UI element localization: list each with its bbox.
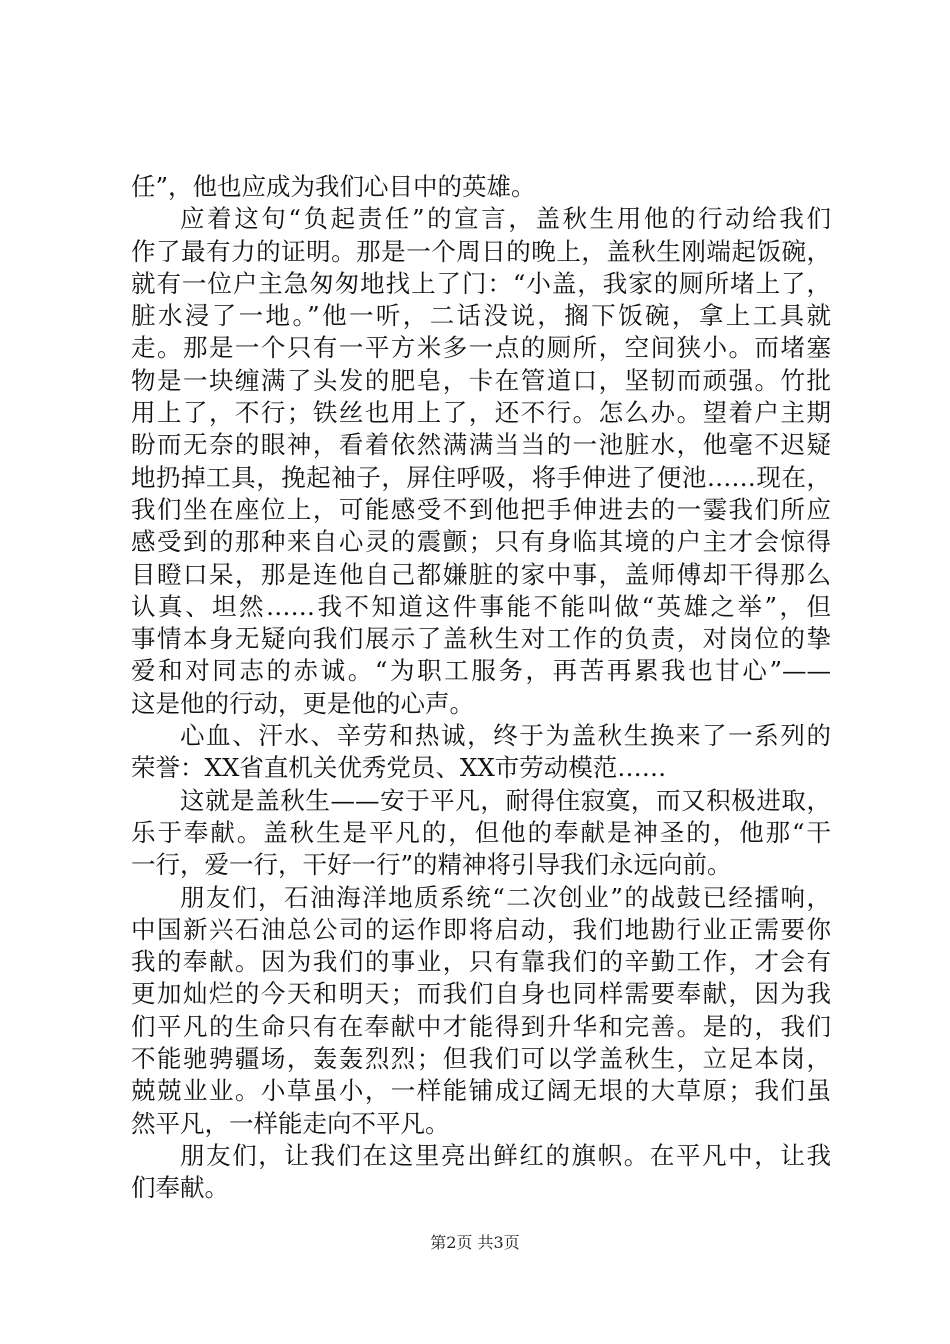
text-line: 我们坐在座位上，可能感受不到他把手伸进去的一霎我们所应 xyxy=(131,494,831,524)
text-line: 用上了，不行；铁丝也用上了，还不行。怎么办。望着户主期 xyxy=(131,398,831,428)
text-line: 兢兢业业。小草虽小，一样能铺成辽阔无垠的大草原；我们虽 xyxy=(131,1076,831,1106)
text-line: 任”，他也应成为我们心目中的英雄。 xyxy=(131,172,536,201)
text-line: 目瞪口呆，那是连他自己都嫌脏的家中事，盖师傅却干得那么 xyxy=(131,559,831,589)
text-line: 事情本身无疑向我们展示了盖秋生对工作的负责，对岗位的挚 xyxy=(131,624,831,654)
text-line: 物是一块缠满了头发的肥皂，卡在管道口，坚韧而顽强。竹批 xyxy=(131,365,831,395)
text-line: 们平凡的生命只有在奉献中才能得到升华和完善。是的，我们 xyxy=(131,1011,831,1041)
paragraph-first-line: 朋友们，石油海洋地质系统“二次创业”的战鼓已经擂响， xyxy=(180,882,831,912)
text-line: 盼而无奈的眼神，看着依然满满当当的一池脏水，他毫不迟疑 xyxy=(131,430,831,460)
text-line: 就有一位户主急匆匆地找上了门：“小盖，我家的厕所堵上了， xyxy=(131,268,831,298)
text-line: 们奉献。 xyxy=(131,1173,229,1203)
text-line: 爱和对同志的赤诚。“为职工服务，再苦再累我也甘心”—— xyxy=(131,656,831,686)
paragraph-first-line: 这就是盖秋生——安于平凡，耐得住寂寞，而又积极进取， xyxy=(180,785,831,815)
text-line: 中国新兴石油总公司的运作即将启动，我们地勘行业正需要你 xyxy=(131,914,831,944)
text-line: 地扔掉工具，挽起袖子，屏住呼吸，将手伸进了便池……现在， xyxy=(131,462,831,492)
text-line: 乐于奉献。盖秋生是平凡的，但他的奉献是神圣的，他那“干 xyxy=(131,817,831,847)
text-line: 走。那是一个只有一平方米多一点的厕所，空间狭小。而堵塞 xyxy=(131,333,831,363)
text-line: 这是他的行动，更是他的心声。 xyxy=(131,688,474,718)
text-line: 作了最有力的证明。那是一个周日的晚上，盖秋生刚端起饭碗， xyxy=(131,236,831,266)
text-line: 然平凡，一样能走向不平凡。 xyxy=(131,1108,450,1138)
document-body xyxy=(131,171,831,1205)
text-line: 我的奉献。因为我们的事业，只有靠我们的辛勤工作，才会有 xyxy=(131,947,831,977)
paragraph-first-line: 朋友们，让我们在这里亮出鲜红的旗帜。在平凡中，让我 xyxy=(180,1140,831,1170)
text-line: 感受到的那种来自心灵的震颤；只有身临其境的户主才会惊得 xyxy=(131,527,831,557)
page-number-footer: 第2页 共3页 xyxy=(430,1233,520,1252)
text-line: 不能驰骋疆场，轰轰烈烈；但我们可以学盖秋生，立足本岗， xyxy=(131,1044,831,1074)
text-line: 一行，爱一行，干好一行”的精神将引导我们永远向前。 xyxy=(131,850,732,880)
text-line: 荣誉：XX省直机关优秀党员、XX市劳动模范…… xyxy=(131,753,667,783)
text-line: 认真、坦然……我不知道这件事能不能叫做“英雄之举”，但 xyxy=(131,591,831,621)
paragraph-first-line: 应着这句“负起责任”的宣言，盖秋生用他的行动给我们 xyxy=(180,204,831,234)
paragraph-first-line: 心血、汗水、辛劳和热诚，终于为盖秋生换来了一系列的 xyxy=(180,721,831,751)
text-line: 脏水浸了一地。”他一听，二话没说，搁下饭碗，拿上工具就 xyxy=(131,301,831,331)
text-line: 更加灿烂的今天和明天；而我们自身也同样需要奉献，因为我 xyxy=(131,979,831,1009)
